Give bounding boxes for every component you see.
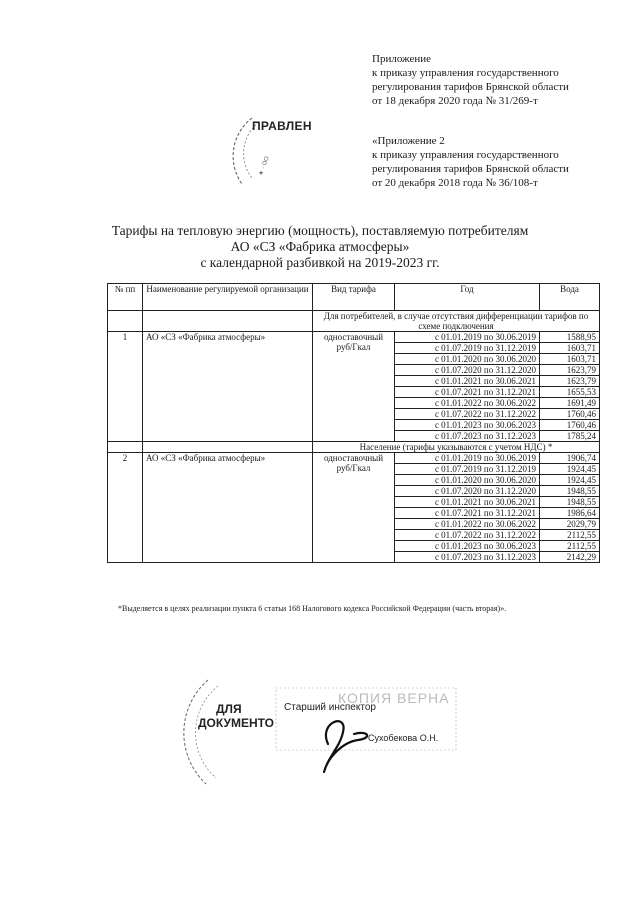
- period-cell: с 01.07.2021 по 31.12.2021: [395, 387, 540, 398]
- footnote: *Выделяется в целях реализации пункта 6 статьи 168 Налогового кодекса Российской Федерации (часть вторая)».: [118, 604, 507, 613]
- svg-text:★ · ОО: ★ · ОО: [258, 155, 271, 177]
- table-row: [108, 332, 600, 343]
- period-cell: с 01.01.2019 по 30.06.2019: [395, 332, 540, 343]
- water-tariff-cell: 1691,49: [540, 398, 600, 409]
- header-kind: Вид тарифа: [313, 284, 395, 311]
- top-stamp: [222, 110, 322, 192]
- stamp-faint-text: КОПИЯ ВЕРНА: [338, 690, 450, 706]
- appendix-date: от 18 декабря 2020 года № 31/269-т: [372, 95, 538, 107]
- title-period: с календарной разбивкой на 2019-2023 гг.: [200, 255, 440, 270]
- water-tariff-cell: 2112,55: [540, 541, 600, 552]
- period-cell: с 01.01.2022 по 30.06.2022: [395, 519, 540, 530]
- period-cell: с 01.07.2019 по 31.12.2019: [395, 464, 540, 475]
- tariff-kind: одноставочный руб/Гкал: [313, 453, 395, 563]
- appendix-prev-block: [372, 134, 569, 190]
- appendix-prev-date: от 20 декабря 2018 года № 36/108-т: [372, 177, 538, 189]
- period-cell: с 01.01.2019 по 30.06.2019: [395, 453, 540, 464]
- appendix-line: регулирования тарифов Брянской области: [372, 81, 569, 93]
- water-tariff-cell: 1603,71: [540, 343, 600, 354]
- tariff-kind: одноставочный руб/Гкал: [313, 332, 395, 442]
- table-header-row: [108, 284, 600, 311]
- period-cell: с 01.01.2020 по 30.06.2020: [395, 475, 540, 486]
- water-tariff-cell: 1986,64: [540, 508, 600, 519]
- water-tariff-cell: 2112,55: [540, 530, 600, 541]
- tariff-table: [107, 283, 600, 563]
- period-cell: с 01.07.2022 по 31.12.2022: [395, 530, 540, 541]
- water-tariff-cell: 1623,79: [540, 376, 600, 387]
- stamp-left-line2: ДОКУМЕНТО: [198, 716, 275, 730]
- period-cell: с 01.07.2019 по 31.12.2019: [395, 343, 540, 354]
- water-tariff-cell: 2029,79: [540, 519, 600, 530]
- period-cell: с 01.01.2021 по 30.06.2021: [395, 497, 540, 508]
- header-water: Вода: [540, 284, 600, 311]
- appendix-block: [372, 52, 569, 108]
- period-cell: с 01.01.2022 по 30.06.2022: [395, 398, 540, 409]
- appendix-prev-title: «Приложение 2: [372, 135, 445, 147]
- water-tariff-cell: 1760,46: [540, 409, 600, 420]
- water-tariff-cell: 1948,55: [540, 497, 600, 508]
- note-population: Население (тарифы указываются с учетом НДС) *: [313, 442, 600, 453]
- period-cell: с 01.07.2021 по 31.12.2021: [395, 508, 540, 519]
- signature-icon: [324, 721, 367, 772]
- period-cell: с 01.07.2020 по 31.12.2020: [395, 486, 540, 497]
- water-tariff-cell: 1906,74: [540, 453, 600, 464]
- appendix-title: Приложение: [372, 53, 432, 65]
- header-period: Год: [395, 284, 540, 311]
- appendix-prev-line: регулирования тарифов Брянской области: [372, 163, 569, 175]
- water-tariff-cell: 2142,29: [540, 552, 600, 563]
- period-cell: с 01.07.2020 по 31.12.2020: [395, 365, 540, 376]
- period-cell: с 01.01.2020 по 30.06.2020: [395, 354, 540, 365]
- period-cell: с 01.07.2023 по 31.12.2023: [395, 431, 540, 442]
- period-cell: с 01.01.2023 по 30.06.2023: [395, 420, 540, 431]
- water-tariff-cell: 1785,24: [540, 431, 600, 442]
- note-row: [108, 311, 600, 332]
- water-tariff-cell: 1588,95: [540, 332, 600, 343]
- row-number: 1: [108, 332, 143, 442]
- stamp-left-line1: ДЛЯ: [216, 702, 242, 716]
- title-line: Тарифы на тепловую энергию (мощность), поставляемую потребителям: [111, 223, 529, 238]
- water-tariff-cell: 1655,53: [540, 387, 600, 398]
- water-tariff-cell: 1948,55: [540, 486, 600, 497]
- water-tariff-cell: 1760,46: [540, 420, 600, 431]
- period-cell: с 01.07.2022 по 31.12.2022: [395, 409, 540, 420]
- water-tariff-cell: 1924,45: [540, 475, 600, 486]
- water-tariff-cell: 1623,79: [540, 365, 600, 376]
- row-number: 2: [108, 453, 143, 563]
- appendix-line: к приказу управления государственного: [372, 67, 559, 79]
- stamp-name: Сухобекова О.Н.: [368, 733, 439, 743]
- water-tariff-cell: 1924,45: [540, 464, 600, 475]
- header-org: Наименование регулируемой организации: [143, 284, 313, 311]
- organization-name: АО «СЗ «Фабрика атмосферы»: [143, 453, 313, 563]
- water-tariff-cell: 1603,71: [540, 354, 600, 365]
- note-row: [108, 442, 600, 453]
- stamp-top-text: ПРАВЛЕН: [252, 119, 312, 133]
- header-num: № пп: [108, 284, 143, 311]
- period-cell: с 01.01.2023 по 30.06.2023: [395, 541, 540, 552]
- period-cell: с 01.01.2021 по 30.06.2021: [395, 376, 540, 387]
- table-row: [108, 453, 600, 464]
- period-cell: с 01.07.2023 по 31.12.2023: [395, 552, 540, 563]
- note-general: Для потребителей, в случае отсутствия дифференциации тарифов по схеме подключения: [313, 311, 600, 332]
- bottom-stamp: [178, 672, 458, 792]
- stamp-inspector: Старший инспектор: [284, 702, 376, 713]
- document-title: [0, 223, 640, 271]
- appendix-prev-line: к приказу управления государственного: [372, 149, 559, 161]
- title-org: АО «СЗ «Фабрика атмосферы»: [230, 239, 410, 254]
- organization-name: АО «СЗ «Фабрика атмосферы»: [143, 332, 313, 442]
